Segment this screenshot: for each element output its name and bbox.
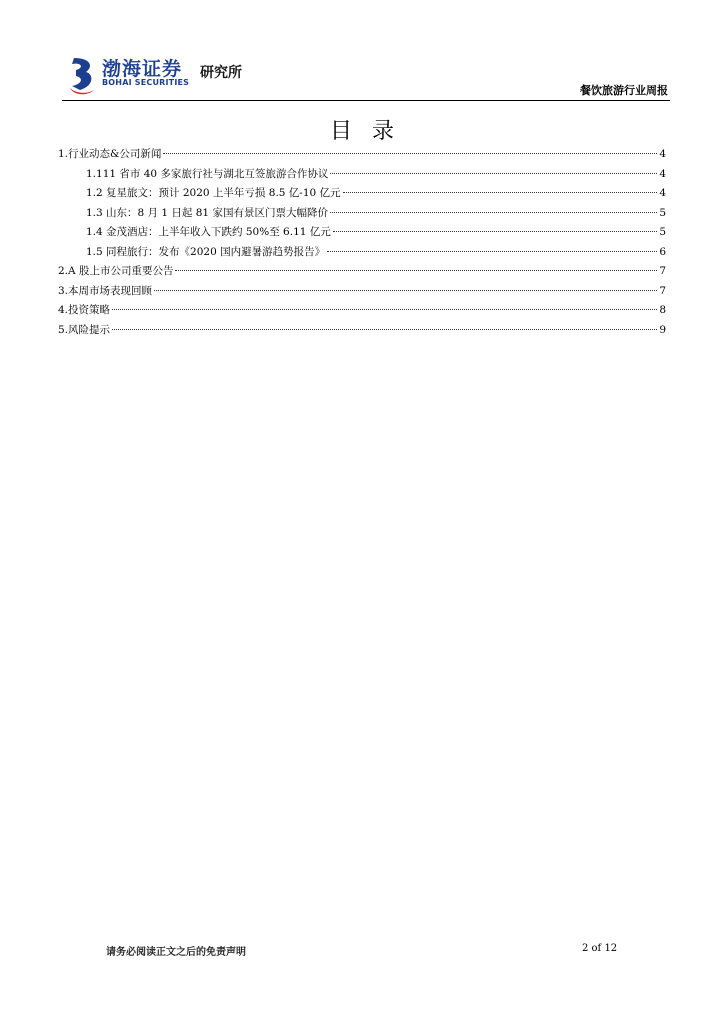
toc-entry-page: 9 [659, 323, 666, 336]
toc-entry-title: 1.111 省市 40 多家旅行社与湖北互签旅游合作协议 [86, 167, 329, 180]
toc-entry-page: 7 [659, 265, 666, 277]
report-type: 餐饮旅游行业周报 [580, 84, 668, 97]
toc-entry[interactable] [58, 263, 666, 283]
toc-entry-title: 3.本周市场表现回顾 [58, 284, 153, 297]
toc-dot-leader [330, 173, 657, 174]
toc-entry-title: 1.2 复星旅文：预计 2020 上半年亏损 8.5 亿-10 亿元 [86, 187, 341, 199]
toc-entry[interactable] [58, 244, 666, 264]
toc-entry[interactable] [58, 205, 666, 225]
toc-entry[interactable] [58, 283, 666, 303]
table-of-contents [58, 146, 666, 341]
toc-dot-leader [327, 251, 657, 252]
toc-dot-leader [330, 212, 657, 213]
toc-entry-title: 1.3 山东：8 月 1 日起 81 家国有景区门票大幅降价 [86, 206, 328, 219]
toc-entry-title: 4.投资策略 [58, 304, 111, 316]
toc-entry-title: 1.4 金茂酒店：上半年收入下跌约 50%至 6.11 亿元 [86, 226, 331, 238]
toc-entry[interactable] [58, 185, 666, 205]
toc-dot-leader [333, 231, 658, 232]
toc-entry[interactable] [58, 302, 666, 322]
toc-dot-leader [112, 309, 657, 310]
toc-entry[interactable] [58, 166, 666, 186]
header-divider [62, 100, 670, 101]
toc-entry[interactable] [58, 146, 666, 166]
toc-entry[interactable] [58, 322, 666, 342]
toc-entry-title: 5.风险提示 [58, 323, 111, 336]
footer-disclaimer: 请务必阅读正文之后的免责声明 [106, 947, 246, 958]
toc-entry-page: 6 [659, 245, 666, 258]
toc-entry-page: 7 [659, 284, 666, 297]
toc-dot-leader [163, 153, 657, 154]
page-number: 2 of 12 [582, 943, 618, 954]
page-header [62, 48, 670, 100]
toc-entry-title: 1.5 同程旅行：发布《2020 国内避暑游趋势报告》 [86, 245, 326, 258]
toc-entry[interactable] [58, 224, 666, 244]
toc-title: 目录 [329, 119, 414, 144]
logo-chinese-name: 渤海证券 [102, 58, 183, 80]
institute-label: 研究所 [200, 65, 242, 81]
toc-entry-title: 2.A 股上市公司重要公告 [58, 265, 174, 277]
toc-dot-leader [112, 329, 657, 330]
toc-entry-title: 1.行业动态&公司新闻 [58, 148, 162, 160]
toc-dot-leader [343, 192, 658, 193]
toc-entry-page: 4 [659, 187, 666, 199]
toc-entry-page: 4 [659, 167, 666, 180]
bohai-logo-icon [68, 56, 96, 96]
logo-english-name: BOHAI SECURITIES [102, 78, 190, 87]
toc-entry-page: 5 [659, 206, 666, 219]
toc-dot-leader [175, 270, 657, 271]
toc-dot-leader [154, 290, 657, 291]
toc-entry-page: 4 [659, 148, 666, 160]
toc-entry-page: 8 [659, 304, 666, 316]
toc-entry-page: 5 [659, 226, 666, 238]
